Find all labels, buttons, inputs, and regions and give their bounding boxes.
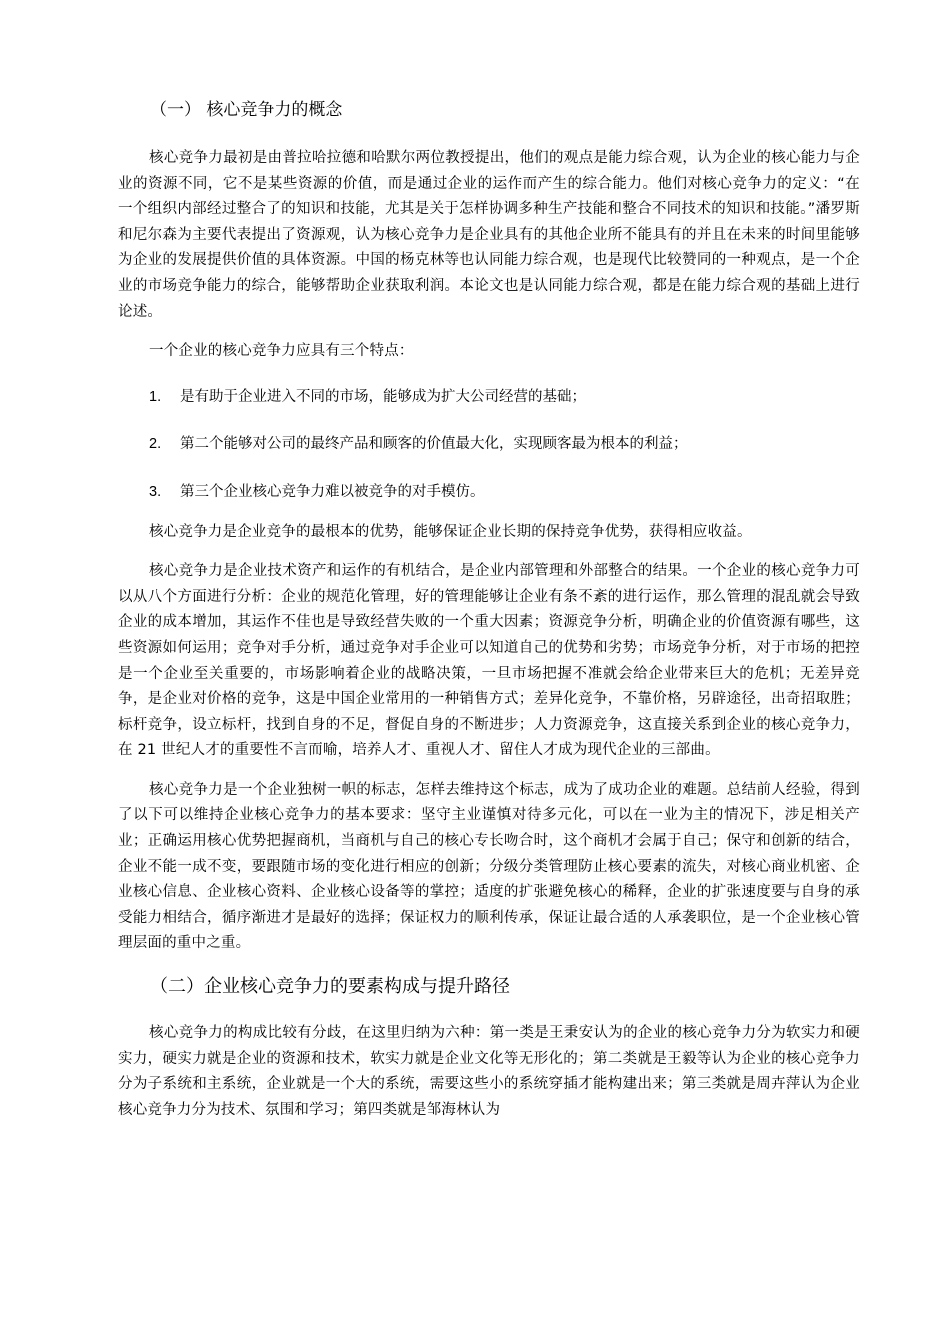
list-text: 是有助于企业进入不同的市场，能够成为扩大公司经营的基础； [180, 388, 586, 405]
list-number: 1. [149, 388, 162, 405]
paragraph: 核心竞争力是企业技术资产和运作的有机结合，是企业内部管理和外部整合的结果。一个企业的核心竞争力可以从八个方面进行分析：企业的规范化管理，好的管理能够让企业有条不紊的进行运作，那么管理的混乱就会导致企业的成本增加，其运作不佳也是导致经营失败的一个重大因素；资源竞争分析，明确企业的价值资源有哪些，这些资源如何运用；竞争对手分析，通过竞争对手企业可以知道自己的优势和劣势；市场竞争分析，对于市场的把控是一个企业至关重要的，市场影响着企业的战略决策，一旦市场把握不准就会给企业带来巨大的危机；无差异竞争，是企业对价格的竞争，这是中国企业常用的一种销售方式；差异化竞争，不靠价格，另辟途径，出奇招取胜；标杆竞争，设立标杆，找到自身的不足，督促自身的不断进步；人力资源竞争，这直接关系到企业的核心竞争力，在 21 世纪人才的重要性不言而喻，培养人才、重视人才、留住人才成为现代企业的三部曲。 [118, 563, 860, 759]
paragraph: 核心竞争力最初是由普拉哈拉德和哈默尔两位教授提出，他们的观点是能力综合观，认为企业的核心能力与企业的资源不同，它不是某些资源的价值，而是通过企业的运作而产生的综合能力。他们对核心竞争力的定义：“在一个组织内部经过整合了的知识和技能，尤其是关于怎样协调多种生产技能和整合不同技术的知识和技能。”潘罗斯和尼尔森为主要代表提出了资源观，认为核心竞争力是企业具有的其他企业所不能具有的并且在未来的时间里能够为企业的发展提供价值的具体资源。中国的杨克林等也认同能力综合观，也是现代比较赞同的一种观点，是一个企业的市场竞争能力的综合，能够帮助企业获取利润。本论文也是认同能力综合观，都是在能力综合观的基础上进行论述。 [118, 150, 860, 320]
list-text: 第二个能够对公司的最终产品和顾客的价值最大化，实现顾客最为根本的利益； [180, 436, 688, 453]
document-body [118, 96, 860, 1137]
paragraph: 核心竞争力是一个企业独树一帜的标志，怎样去维持这个标志，成为了成功企业的难题。总结前人经验，得到了以下可以维持企业核心竞争力的基本要求：坚守主业谨慎对待多元化，可以在一业为主的情况下，涉足相关产业；正确运用核心优势把握商机，当商机与自己的核心专长吻合时，这个商机才会属于自己；保守和创新的结合，企业不能一成不变，要跟随市场的变化进行相应的创新；分级分类管理防止核心要素的流失，对核心商业机密、企业核心信息、企业核心资料、企业核心设备等的掌控；适度的扩张避免核心的稀释，企业的扩张速度要与自身的承受能力相结合，循序渐进才是最好的选择；保证权力的顺利传承，保证让最合适的人承袭职位，是一个企业核心管理层面的重中之重。 [118, 781, 860, 952]
section-heading-elements: （二）企业核心竞争力的要素构成与提升路径 [150, 976, 510, 998]
list-number: 2. [149, 436, 162, 453]
paragraph: 核心竞争力是企业竞争的最根本的优势，能够保证企业长期的保持竞争优势，获得相应收益。 [149, 523, 752, 540]
list-number: 3. [149, 483, 162, 500]
section-heading-concept: （一） 核心竞争力的概念 [150, 100, 343, 120]
list-text: 第三个企业核心竞争力难以被竞争的对手模仿。 [180, 483, 485, 500]
paragraph: 核心竞争力的构成比较有分歧，在这里归纳为六种：第一类是王秉安认为的企业的核心竞争力分为软实力和硬实力，硬实力就是企业的资源和技术，软实力就是企业文化等无形化的；第二类就是王毅等认为企业的核心竞争力分为子系统和主系统，企业就是一个大的系统，需要这些小的系统穿插才能构建出来；第三类就是周卉萍认为企业核心竞争力分为技术、氛围和学习；第四类就是邹海林认为 [118, 1025, 860, 1118]
feature-list [118, 385, 860, 506]
paragraph: 一个企业的核心竞争力应具有三个特点： [149, 343, 414, 360]
list-item [118, 480, 860, 506]
list-item [118, 385, 860, 411]
list-item [118, 432, 860, 458]
